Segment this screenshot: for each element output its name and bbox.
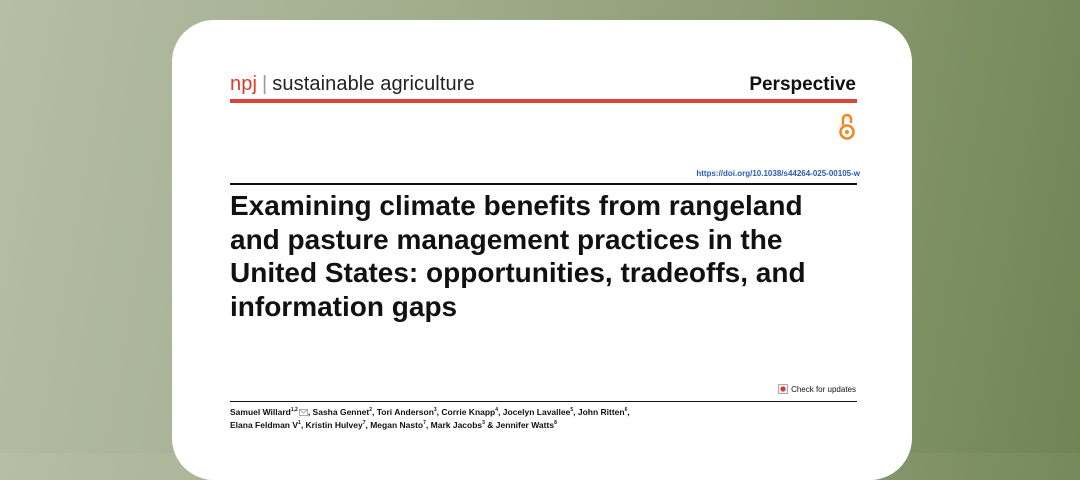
- author-name-text: Elana Feldman V: [230, 420, 299, 430]
- mail-icon[interactable]: [299, 409, 308, 416]
- affiliation-number: 5: [570, 407, 574, 414]
- author-name[interactable]: [503, 407, 573, 417]
- author-name-text: Tori Anderson: [376, 407, 434, 417]
- affiliation-number: 7: [362, 420, 366, 427]
- author-name[interactable]: [230, 420, 301, 430]
- open-access-icon: [838, 112, 856, 142]
- author-name[interactable]: [230, 407, 308, 417]
- author-name-text: Jennifer Watts: [495, 420, 555, 430]
- author-name-text: Sasha Gennet: [312, 407, 370, 417]
- author-name-text: Kristin Hulvey: [305, 420, 363, 430]
- check-for-updates-icon: [778, 384, 788, 394]
- author-name-text: Samuel Willard: [230, 407, 291, 417]
- journal-name[interactable]: [230, 73, 475, 96]
- author-name[interactable]: [431, 420, 485, 430]
- affiliation-number: 3: [482, 420, 485, 427]
- journal-prefix: npj: [230, 73, 257, 95]
- paper-title: Examining climate benefits from rangeland and pasture management practices in the United States: opportunities, tradeoffs, and information gaps: [230, 190, 806, 322]
- article-type: Perspective: [749, 74, 856, 95]
- affiliation-number: 1,2: [290, 407, 298, 414]
- author-name[interactable]: [496, 420, 557, 430]
- title-rule: [230, 183, 857, 185]
- header-rule: [230, 99, 857, 103]
- author-name-text: John Ritten: [577, 407, 625, 417]
- author-name[interactable]: [377, 407, 437, 417]
- author-name-text: Corrie Knapp: [441, 407, 496, 417]
- affiliation-number: 1: [298, 420, 301, 427]
- journal-title: sustainable agriculture: [272, 73, 475, 95]
- journal-separator: |: [262, 73, 268, 95]
- author-name[interactable]: [578, 407, 628, 417]
- affiliation-number: 3: [433, 407, 437, 414]
- check-for-updates-label: Check for updates: [791, 384, 856, 394]
- affiliation-number: 2: [369, 407, 373, 414]
- author-list: Samuel Willard$^{1,2}$ , Sasha Gennet$^2$, Tori Anderson$^3$, Corrie Knapp$^4$, Jocelyn Lavallee$^5$, John Ritten$^6$, Elana Feldman $V^1$, Kristin Hulvey$^7$, Megan Nasto$^7$, Mark Jacobs$^3$ & Jennifer Watts$^8$: [230, 407, 630, 430]
- author-name[interactable]: [441, 407, 498, 417]
- authors-rule: [230, 401, 857, 402]
- author-name[interactable]: [306, 420, 366, 430]
- affiliation-number: 4: [495, 407, 499, 414]
- paper-card: [172, 20, 912, 480]
- author-name[interactable]: [370, 420, 426, 430]
- check-for-updates-button[interactable]: [778, 384, 856, 394]
- author-name[interactable]: [313, 407, 372, 417]
- affiliation-number: 6: [624, 407, 628, 414]
- affiliation-number: 8: [554, 420, 557, 427]
- doi-link[interactable]: https://doi.org/10.1038/s44264-025-00105-w: [696, 169, 860, 178]
- author-name-text: Megan Nasto: [370, 420, 424, 430]
- author-name-text: Jocelyn Lavallee: [502, 407, 571, 417]
- affiliation-number: 7: [423, 420, 426, 427]
- author-name-text: Mark Jacobs: [430, 420, 483, 430]
